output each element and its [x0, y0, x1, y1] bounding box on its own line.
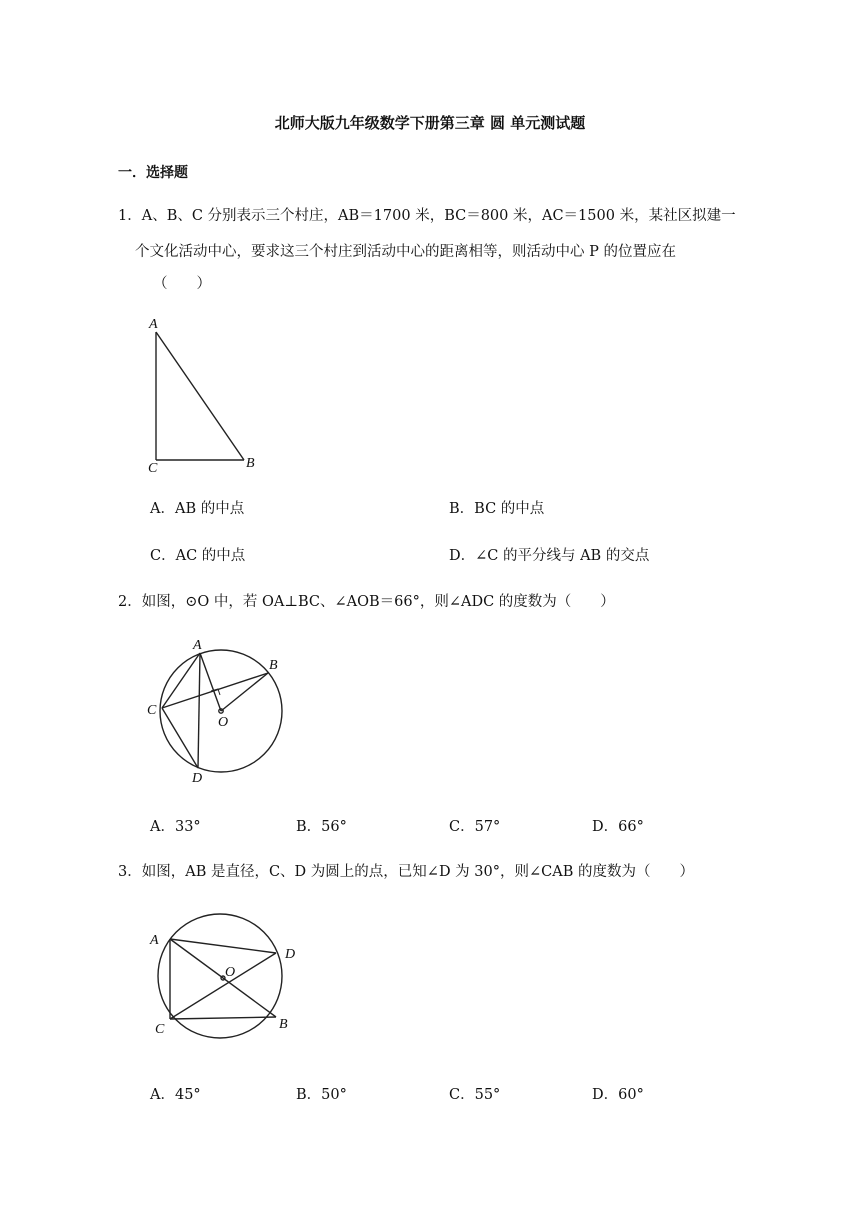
q2-radius-oa	[200, 653, 221, 711]
q2-label-a: A	[193, 638, 202, 653]
q3-label-a: A	[150, 933, 159, 948]
q1-stem-line-3: （ ）	[153, 276, 211, 292]
q3-option-b[interactable]: B．50°	[296, 1087, 347, 1103]
q3-label-b: B	[279, 1017, 288, 1032]
q1-option-a[interactable]: A．AB 的中点	[150, 501, 245, 517]
q3-option-d[interactable]: D．60°	[592, 1087, 644, 1103]
q2-chord-ad	[198, 653, 200, 768]
q2-option-d[interactable]: D．66°	[592, 819, 644, 835]
q1-option-d[interactable]: D．∠C 的平分线与 AB 的交点	[449, 548, 650, 564]
q2-chord-cb	[162, 673, 268, 708]
q2-option-c[interactable]: C．57°	[449, 819, 501, 835]
q1-label-b: B	[246, 456, 255, 471]
q2-chord-cd	[162, 708, 198, 768]
q3-label-c: C	[155, 1022, 165, 1037]
q3-chord-cb	[170, 1017, 276, 1019]
q3-option-c[interactable]: C．55°	[449, 1087, 501, 1103]
q1-stem-line-1: 1．A、B、C 分别表示三个村庄，AB＝1700 米，BC＝800 米，AC＝1500 米，某社区拟建一	[118, 208, 736, 224]
q2-circle-figure	[140, 636, 290, 786]
q2-label-o: O	[218, 715, 229, 730]
q2-label-d: D	[192, 771, 203, 786]
q2-option-a[interactable]: A．33°	[150, 819, 201, 835]
q3-option-a[interactable]: A．45°	[150, 1087, 201, 1103]
q2-stem: 2．如图，⊙O 中，若 OA⊥BC、∠AOB＝66°，则∠ADC 的度数为（ ）	[118, 594, 615, 610]
q1-label-c: C	[148, 461, 158, 476]
q3-stem: 3．如图，AB 是直径，C、D 为圆上的点，已知∠D 为 30°，则∠CAB 的度数为（ ）	[118, 864, 694, 880]
q2-label-c: C	[147, 703, 157, 718]
page-title: 北师大版九年级数学下册第三章 圆 单元测试题	[274, 114, 586, 132]
q2-radius-ob	[221, 673, 268, 711]
q3-chord-cd	[170, 953, 276, 1019]
q2-label-b: B	[269, 658, 278, 673]
q1-option-b[interactable]: B．BC 的中点	[449, 501, 545, 517]
q3-circle-figure	[140, 912, 310, 1042]
section-heading: 一．选择题	[118, 165, 188, 181]
q3-label-d: D	[285, 947, 296, 962]
q1-stem-line-2: 个文化活动中心，要求这三个村庄到活动中心的距离相等，则活动中心 P 的位置应在	[135, 244, 676, 260]
q1-label-a: A	[149, 317, 158, 332]
q1-triangle-figure	[140, 310, 280, 475]
q1-side-ab	[156, 332, 244, 460]
q2-option-b[interactable]: B．56°	[296, 819, 347, 835]
q1-option-c[interactable]: C．AC 的中点	[150, 548, 246, 564]
q3-label-o: O	[225, 965, 236, 980]
